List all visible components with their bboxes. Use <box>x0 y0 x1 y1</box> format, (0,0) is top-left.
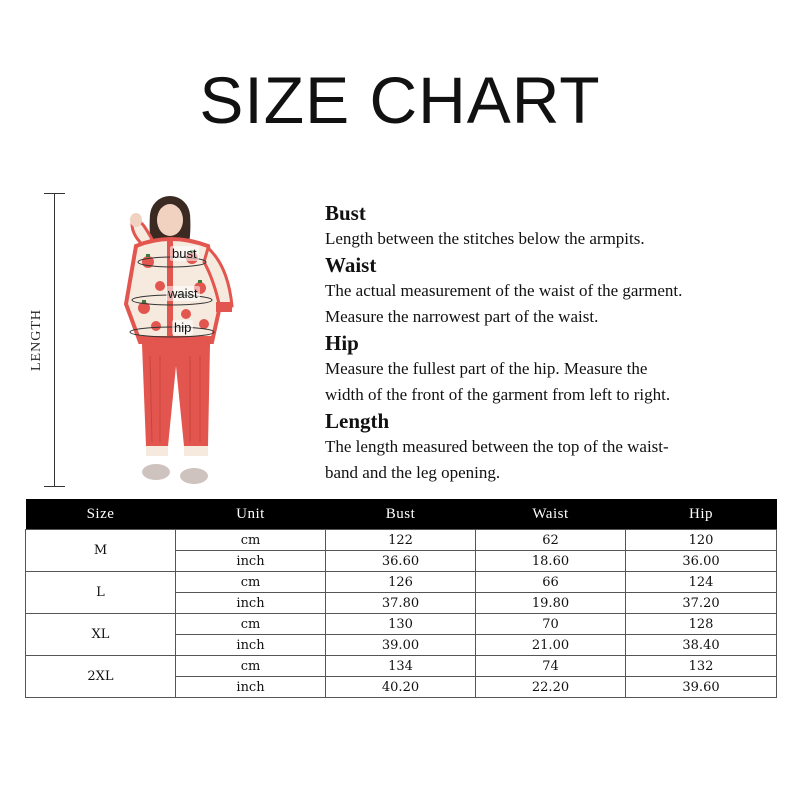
size-cell: M <box>26 530 176 572</box>
hip-cell: 36.00 <box>626 551 777 572</box>
bust-cell: 126 <box>326 572 476 593</box>
unit-cell: inch <box>176 593 326 614</box>
ruler-bottom-cap <box>44 486 65 487</box>
header-hip: Hip <box>626 499 777 530</box>
measurement-definitions <box>325 200 785 486</box>
definition-term: Length <box>325 409 390 433</box>
bust-cell: 134 <box>326 656 476 677</box>
bust-cell: 130 <box>326 614 476 635</box>
table-row <box>26 572 777 593</box>
header-waist: Waist <box>476 499 626 530</box>
unit-cell: cm <box>176 530 326 551</box>
definition-term: Hip <box>325 331 359 355</box>
hip-cell: 132 <box>626 656 777 677</box>
waist-cell: 74 <box>476 656 626 677</box>
size-cell: L <box>26 572 176 614</box>
waist-tag: waist <box>168 286 198 301</box>
ruler-line <box>54 193 55 486</box>
definition-term: Bust <box>325 201 366 225</box>
definition-bust <box>325 200 785 252</box>
definition-term: Waist <box>325 253 377 277</box>
definition-text: The length measured between the top of the waist- band and the leg opening. <box>325 437 669 482</box>
size-table <box>25 499 777 698</box>
waist-cell: 66 <box>476 572 626 593</box>
header-size: Size <box>26 499 176 530</box>
unit-cell: cm <box>176 656 326 677</box>
table-row <box>26 614 777 635</box>
definition-text: The actual measurement of the waist of the garment. Measure the narrowest part of the waist. <box>325 281 683 326</box>
hip-cell: 37.20 <box>626 593 777 614</box>
table-row <box>26 656 777 677</box>
bust-tag: bust <box>172 246 197 261</box>
definition-text: Length between the stitches below the armpits. <box>325 229 645 248</box>
waist-cell: 21.00 <box>476 635 626 656</box>
bust-cell: 36.60 <box>326 551 476 572</box>
pajama-model-image <box>112 196 252 492</box>
waist-cell: 18.60 <box>476 551 626 572</box>
waist-cell: 22.20 <box>476 677 626 698</box>
table-row <box>26 530 777 551</box>
hip-cell: 120 <box>626 530 777 551</box>
hip-tag: hip <box>174 320 192 335</box>
definition-hip <box>325 330 785 408</box>
bust-cell: 37.80 <box>326 593 476 614</box>
bust-cell: 39.00 <box>326 635 476 656</box>
unit-cell: inch <box>176 551 326 572</box>
header-bust: Bust <box>326 499 476 530</box>
hip-cell: 38.40 <box>626 635 777 656</box>
unit-cell: cm <box>176 614 326 635</box>
definition-waist <box>325 252 785 330</box>
unit-cell: inch <box>176 677 326 698</box>
waist-cell: 62 <box>476 530 626 551</box>
model-figure <box>112 196 252 492</box>
size-cell: XL <box>26 614 176 656</box>
unit-cell: cm <box>176 572 326 593</box>
definition-text: Measure the fullest part of the hip. Measure the width of the front of the garment from left to right. <box>325 359 671 404</box>
waist-cell: 19.80 <box>476 593 626 614</box>
page-title: SIZE CHART <box>199 63 601 137</box>
waist-cell: 70 <box>476 614 626 635</box>
unit-cell: inch <box>176 635 326 656</box>
hip-cell: 39.60 <box>626 677 777 698</box>
hip-cell: 128 <box>626 614 777 635</box>
header-unit: Unit <box>176 499 326 530</box>
bust-cell: 122 <box>326 530 476 551</box>
definition-length <box>325 408 785 486</box>
table-header-row <box>26 499 777 530</box>
bust-cell: 40.20 <box>326 677 476 698</box>
length-label: LENGTH <box>29 309 44 371</box>
size-cell: 2XL <box>26 656 176 698</box>
hip-cell: 124 <box>626 572 777 593</box>
